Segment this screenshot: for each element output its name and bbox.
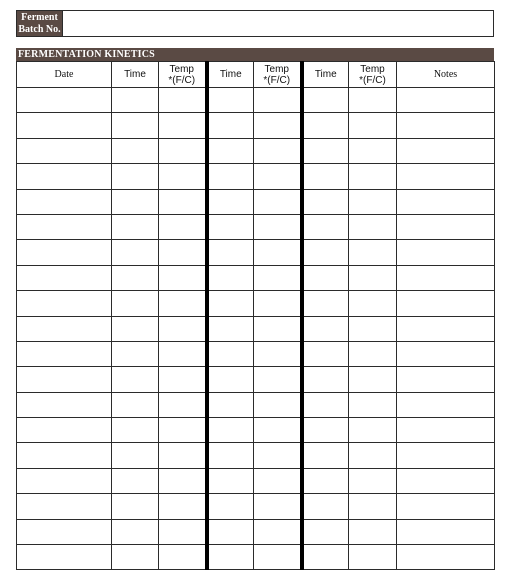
cell-notes[interactable] xyxy=(397,214,495,239)
cell-notes[interactable] xyxy=(397,367,495,392)
cell-temp-3[interactable] xyxy=(349,443,397,468)
cell-temp-2[interactable] xyxy=(254,240,302,265)
cell-time-3[interactable] xyxy=(302,519,349,544)
cell-time-1[interactable] xyxy=(112,240,159,265)
cell-time-2[interactable] xyxy=(207,316,254,341)
cell-time-1[interactable] xyxy=(112,113,159,138)
cell-temp-1[interactable] xyxy=(159,367,207,392)
cell-time-2[interactable] xyxy=(207,138,254,163)
table-row xyxy=(17,519,495,544)
section-title: FERMENTATION KINETICS xyxy=(16,48,494,61)
cell-temp-2[interactable] xyxy=(254,341,302,366)
cell-temp-2[interactable] xyxy=(254,494,302,519)
cell-notes[interactable] xyxy=(397,545,495,570)
column-header-time-2: Time xyxy=(207,62,254,88)
cell-time-1[interactable] xyxy=(112,291,159,316)
cell-date[interactable] xyxy=(17,418,112,443)
cell-temp-3[interactable] xyxy=(349,265,397,290)
cell-time-2[interactable] xyxy=(207,214,254,239)
cell-date[interactable] xyxy=(17,545,112,570)
cell-temp-1[interactable] xyxy=(159,164,207,189)
cell-temp-3[interactable] xyxy=(349,519,397,544)
cell-time-3[interactable] xyxy=(302,265,349,290)
cell-time-1[interactable] xyxy=(112,545,159,570)
cell-notes[interactable] xyxy=(397,189,495,214)
table-row xyxy=(17,392,495,417)
cell-time-2[interactable] xyxy=(207,164,254,189)
cell-temp-1[interactable] xyxy=(159,418,207,443)
table-row xyxy=(17,88,495,113)
cell-date[interactable] xyxy=(17,367,112,392)
cell-temp-2[interactable] xyxy=(254,443,302,468)
cell-temp-2[interactable] xyxy=(254,418,302,443)
cell-time-2[interactable] xyxy=(207,240,254,265)
column-header-notes: Notes xyxy=(397,62,495,88)
cell-temp-1[interactable] xyxy=(159,468,207,493)
cell-time-3[interactable] xyxy=(302,392,349,417)
temp-1-line1: Temp xyxy=(169,63,194,75)
temp-3-line1: Temp xyxy=(360,63,385,75)
cell-temp-1[interactable] xyxy=(159,545,207,570)
cell-temp-1[interactable] xyxy=(159,138,207,163)
cell-time-1[interactable] xyxy=(112,189,159,214)
cell-time-3[interactable] xyxy=(302,468,349,493)
cell-time-2[interactable] xyxy=(207,88,254,113)
table-row xyxy=(17,316,495,341)
cell-time-3[interactable] xyxy=(302,189,349,214)
table-row xyxy=(17,545,495,570)
cell-time-2[interactable] xyxy=(207,189,254,214)
cell-time-2[interactable] xyxy=(207,367,254,392)
temp-3-line2: *(F/C) xyxy=(359,74,386,86)
cell-temp-3[interactable] xyxy=(349,189,397,214)
cell-time-1[interactable] xyxy=(112,88,159,113)
cell-time-2[interactable] xyxy=(207,545,254,570)
table-row xyxy=(17,341,495,366)
table-body xyxy=(17,88,495,570)
cell-temp-3[interactable] xyxy=(349,291,397,316)
table-row xyxy=(17,214,495,239)
cell-temp-1[interactable] xyxy=(159,494,207,519)
cell-temp-3[interactable] xyxy=(349,316,397,341)
cell-temp-2[interactable] xyxy=(254,113,302,138)
table-row xyxy=(17,240,495,265)
cell-date[interactable] xyxy=(17,316,112,341)
column-header-date: Date xyxy=(17,62,112,88)
cell-temp-3[interactable] xyxy=(349,214,397,239)
cell-time-2[interactable] xyxy=(207,418,254,443)
batch-number-field[interactable] xyxy=(63,10,494,37)
batch-label-line1: Ferment xyxy=(21,11,58,23)
cell-time-1[interactable] xyxy=(112,341,159,366)
cell-temp-1[interactable] xyxy=(159,443,207,468)
cell-notes[interactable] xyxy=(397,265,495,290)
cell-temp-2[interactable] xyxy=(254,189,302,214)
cell-date[interactable] xyxy=(17,138,112,163)
cell-temp-3[interactable] xyxy=(349,113,397,138)
cell-time-3[interactable] xyxy=(302,138,349,163)
column-header-temp-3 xyxy=(349,62,397,88)
cell-date[interactable] xyxy=(17,392,112,417)
table-row xyxy=(17,138,495,163)
cell-date[interactable] xyxy=(17,519,112,544)
cell-time-3[interactable] xyxy=(302,443,349,468)
temp-2-line2: *(F/C) xyxy=(263,74,291,86)
cell-temp-2[interactable] xyxy=(254,88,302,113)
cell-date[interactable] xyxy=(17,468,112,493)
cell-date[interactable] xyxy=(17,443,112,468)
cell-temp-1[interactable] xyxy=(159,316,207,341)
cell-temp-2[interactable] xyxy=(254,519,302,544)
table-row xyxy=(17,468,495,493)
cell-date[interactable] xyxy=(17,88,112,113)
cell-time-3[interactable] xyxy=(302,88,349,113)
cell-temp-1[interactable] xyxy=(159,265,207,290)
cell-temp-2[interactable] xyxy=(254,545,302,570)
cell-time-2[interactable] xyxy=(207,341,254,366)
cell-time-2[interactable] xyxy=(207,265,254,290)
temp-2-line1: Temp xyxy=(264,63,289,75)
cell-time-1[interactable] xyxy=(112,443,159,468)
cell-date[interactable] xyxy=(17,214,112,239)
cell-temp-2[interactable] xyxy=(254,468,302,493)
table-row xyxy=(17,291,495,316)
cell-time-3[interactable] xyxy=(302,341,349,366)
cell-time-1[interactable] xyxy=(112,392,159,417)
cell-notes[interactable] xyxy=(397,240,495,265)
cell-time-2[interactable] xyxy=(207,519,254,544)
cell-time-1[interactable] xyxy=(112,468,159,493)
column-header-time-1: Time xyxy=(112,62,159,88)
column-header-time-3: Time xyxy=(302,62,349,88)
cell-date[interactable] xyxy=(17,113,112,138)
cell-temp-3[interactable] xyxy=(349,545,397,570)
cell-time-2[interactable] xyxy=(207,468,254,493)
cell-temp-1[interactable] xyxy=(159,519,207,544)
batch-number-label xyxy=(16,10,63,37)
cell-temp-1[interactable] xyxy=(159,189,207,214)
cell-time-3[interactable] xyxy=(302,214,349,239)
temp-1-line2: *(F/C) xyxy=(168,74,196,86)
column-header-temp-1 xyxy=(159,62,207,88)
cell-temp-2[interactable] xyxy=(254,214,302,239)
cell-time-3[interactable] xyxy=(302,316,349,341)
cell-date[interactable] xyxy=(17,189,112,214)
cell-temp-3[interactable] xyxy=(349,240,397,265)
cell-time-3[interactable] xyxy=(302,291,349,316)
cell-time-1[interactable] xyxy=(112,316,159,341)
cell-temp-1[interactable] xyxy=(159,291,207,316)
table-row xyxy=(17,265,495,290)
cell-temp-3[interactable] xyxy=(349,367,397,392)
cell-temp-3[interactable] xyxy=(349,138,397,163)
cell-notes[interactable] xyxy=(397,519,495,544)
cell-date[interactable] xyxy=(17,494,112,519)
cell-notes[interactable] xyxy=(397,341,495,366)
cell-temp-1[interactable] xyxy=(159,240,207,265)
batch-label-line2: Batch No. xyxy=(18,23,61,35)
table-row xyxy=(17,367,495,392)
cell-temp-2[interactable] xyxy=(254,367,302,392)
cell-time-1[interactable] xyxy=(112,494,159,519)
cell-temp-1[interactable] xyxy=(159,113,207,138)
cell-notes[interactable] xyxy=(397,113,495,138)
cell-time-2[interactable] xyxy=(207,291,254,316)
cell-notes[interactable] xyxy=(397,316,495,341)
table-row xyxy=(17,113,495,138)
cell-temp-2[interactable] xyxy=(254,291,302,316)
cell-temp-3[interactable] xyxy=(349,418,397,443)
cell-temp-2[interactable] xyxy=(254,265,302,290)
cell-temp-3[interactable] xyxy=(349,392,397,417)
cell-temp-3[interactable] xyxy=(349,341,397,366)
cell-time-1[interactable] xyxy=(112,138,159,163)
cell-time-1[interactable] xyxy=(112,265,159,290)
cell-temp-1[interactable] xyxy=(159,341,207,366)
cell-time-3[interactable] xyxy=(302,164,349,189)
cell-temp-2[interactable] xyxy=(254,164,302,189)
cell-temp-3[interactable] xyxy=(349,494,397,519)
cell-time-3[interactable] xyxy=(302,494,349,519)
cell-time-2[interactable] xyxy=(207,392,254,417)
cell-temp-1[interactable] xyxy=(159,214,207,239)
cell-time-2[interactable] xyxy=(207,443,254,468)
table-row xyxy=(17,164,495,189)
cell-notes[interactable] xyxy=(397,164,495,189)
table-row xyxy=(17,418,495,443)
cell-temp-2[interactable] xyxy=(254,138,302,163)
cell-notes[interactable] xyxy=(397,138,495,163)
cell-notes[interactable] xyxy=(397,291,495,316)
cell-temp-1[interactable] xyxy=(159,392,207,417)
cell-notes[interactable] xyxy=(397,443,495,468)
cell-temp-3[interactable] xyxy=(349,164,397,189)
cell-time-3[interactable] xyxy=(302,113,349,138)
cell-date[interactable] xyxy=(17,265,112,290)
column-header-temp-2 xyxy=(254,62,302,88)
cell-time-1[interactable] xyxy=(112,418,159,443)
cell-notes[interactable] xyxy=(397,88,495,113)
cell-time-3[interactable] xyxy=(302,545,349,570)
cell-temp-2[interactable] xyxy=(254,316,302,341)
cell-notes[interactable] xyxy=(397,494,495,519)
cell-notes[interactable] xyxy=(397,468,495,493)
cell-time-1[interactable] xyxy=(112,164,159,189)
table-row xyxy=(17,189,495,214)
table-row xyxy=(17,494,495,519)
cell-notes[interactable] xyxy=(397,392,495,417)
cell-temp-1[interactable] xyxy=(159,88,207,113)
cell-time-3[interactable] xyxy=(302,367,349,392)
table-header-row xyxy=(17,62,495,88)
cell-temp-3[interactable] xyxy=(349,468,397,493)
cell-date[interactable] xyxy=(17,240,112,265)
cell-time-3[interactable] xyxy=(302,240,349,265)
table-row xyxy=(17,443,495,468)
cell-time-2[interactable] xyxy=(207,494,254,519)
cell-temp-2[interactable] xyxy=(254,392,302,417)
cell-time-3[interactable] xyxy=(302,418,349,443)
cell-time-2[interactable] xyxy=(207,113,254,138)
cell-date[interactable] xyxy=(17,164,112,189)
cell-date[interactable] xyxy=(17,341,112,366)
cell-date[interactable] xyxy=(17,291,112,316)
fermentation-kinetics-table xyxy=(16,61,495,570)
cell-time-1[interactable] xyxy=(112,367,159,392)
cell-time-1[interactable] xyxy=(112,214,159,239)
cell-time-1[interactable] xyxy=(112,519,159,544)
cell-temp-3[interactable] xyxy=(349,88,397,113)
cell-notes[interactable] xyxy=(397,418,495,443)
